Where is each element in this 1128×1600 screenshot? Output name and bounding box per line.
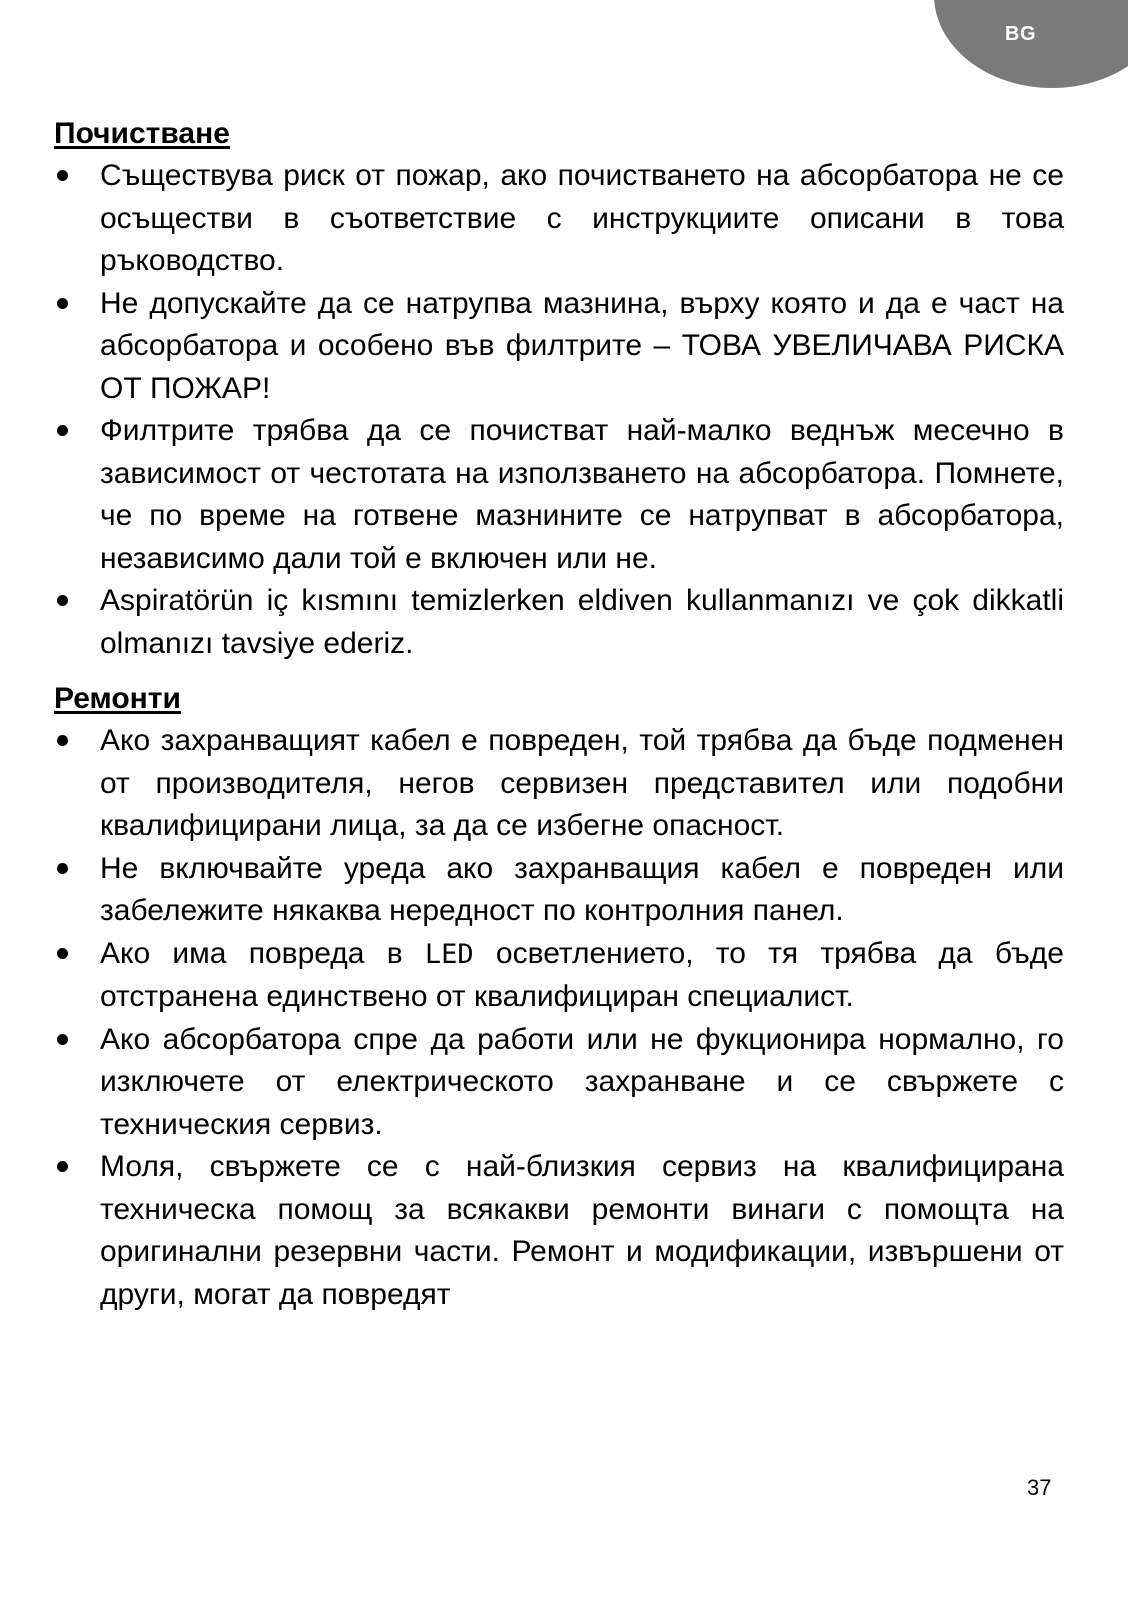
list-item-text: Не включвайте уреда ако захранващия кабел е повреден или забележите някаква нередност по контролния панел.	[100, 851, 1064, 927]
section-title-cleaning: Почистване	[54, 117, 230, 150]
cleaning-list	[54, 155, 1064, 665]
bullet-icon	[57, 298, 68, 309]
bullet-icon	[57, 735, 68, 746]
list-item	[54, 933, 1064, 1019]
list-item-text: Ако абсорбатора спре да работи или не фукционира нормално, го изключете от електрическото захранване и се свържете с техническия сервиз.	[100, 1022, 1064, 1141]
list-item-text: Съществува риск от пожар, ако почистването на абсорбатора не се осъществи в съответствие с инструкциите описани в това ръководство.	[100, 159, 1064, 277]
list-item	[54, 283, 1064, 411]
list-item-text-part: Ако има повреда в	[100, 936, 425, 970]
list-item	[54, 155, 1064, 283]
bullet-icon	[57, 170, 68, 181]
list-item	[54, 410, 1064, 580]
repairs-list	[54, 720, 1064, 1316]
page-number: 37	[1027, 1475, 1052, 1500]
bullet-icon	[57, 948, 68, 959]
list-item-text: Филтрите трябва да се почистват най-малко веднъж месечно в зависимост от честотата на използването на абсорбатора. Помнете, че по време на готвене мазнините се натрупват в абсорбатора, независимо дали той е включен или не.	[100, 414, 1064, 575]
bullet-icon	[57, 595, 68, 606]
list-item	[54, 1146, 1064, 1316]
bullet-icon	[57, 1161, 68, 1172]
list-item	[54, 848, 1064, 933]
list-item-text-part: осветлението, то тя трябва да бъде отстранена единствено от квалифициран специалист.	[100, 936, 1064, 1013]
bullet-icon	[57, 1034, 68, 1045]
list-item-text: Aspiratörün iç kısmını temizlerken eldiven kullanmanızı ve çok dikkatli olmanızı tavsiye ederiz.	[100, 584, 1064, 660]
bullet-icon	[57, 863, 68, 874]
section-title-repairs: Ремонти	[54, 682, 181, 715]
list-item-text: Ако захранващият кабел е повреден, той трябва да бъде подменен от производителя, негов сервизен представител или подобни квалифицирани лица, за да се избегне опасност.	[100, 724, 1064, 842]
list-item	[54, 580, 1064, 665]
bullet-icon	[57, 425, 68, 436]
list-item-text: Не допускайте да се натрупва мазнина, върху която и да е част на абсорбатора и особено във филтрите – ТОВА УВЕЛИЧАВА РИСКА ОТ ПОЖАР!	[100, 286, 1064, 405]
language-badge: BG	[1005, 23, 1036, 45]
list-item	[54, 720, 1064, 848]
list-item-text: Моля, свържете се с най-близкия сервиз на квалифицирана техническа помощ за всякакви ремонти винаги с помощта на оригинални резервни части. Ремонт и модификации, извършени от други, могат да повредят	[100, 1150, 1064, 1311]
led-term: LED	[424, 938, 474, 970]
page-content	[54, 113, 1064, 1316]
list-item	[54, 1019, 1064, 1147]
